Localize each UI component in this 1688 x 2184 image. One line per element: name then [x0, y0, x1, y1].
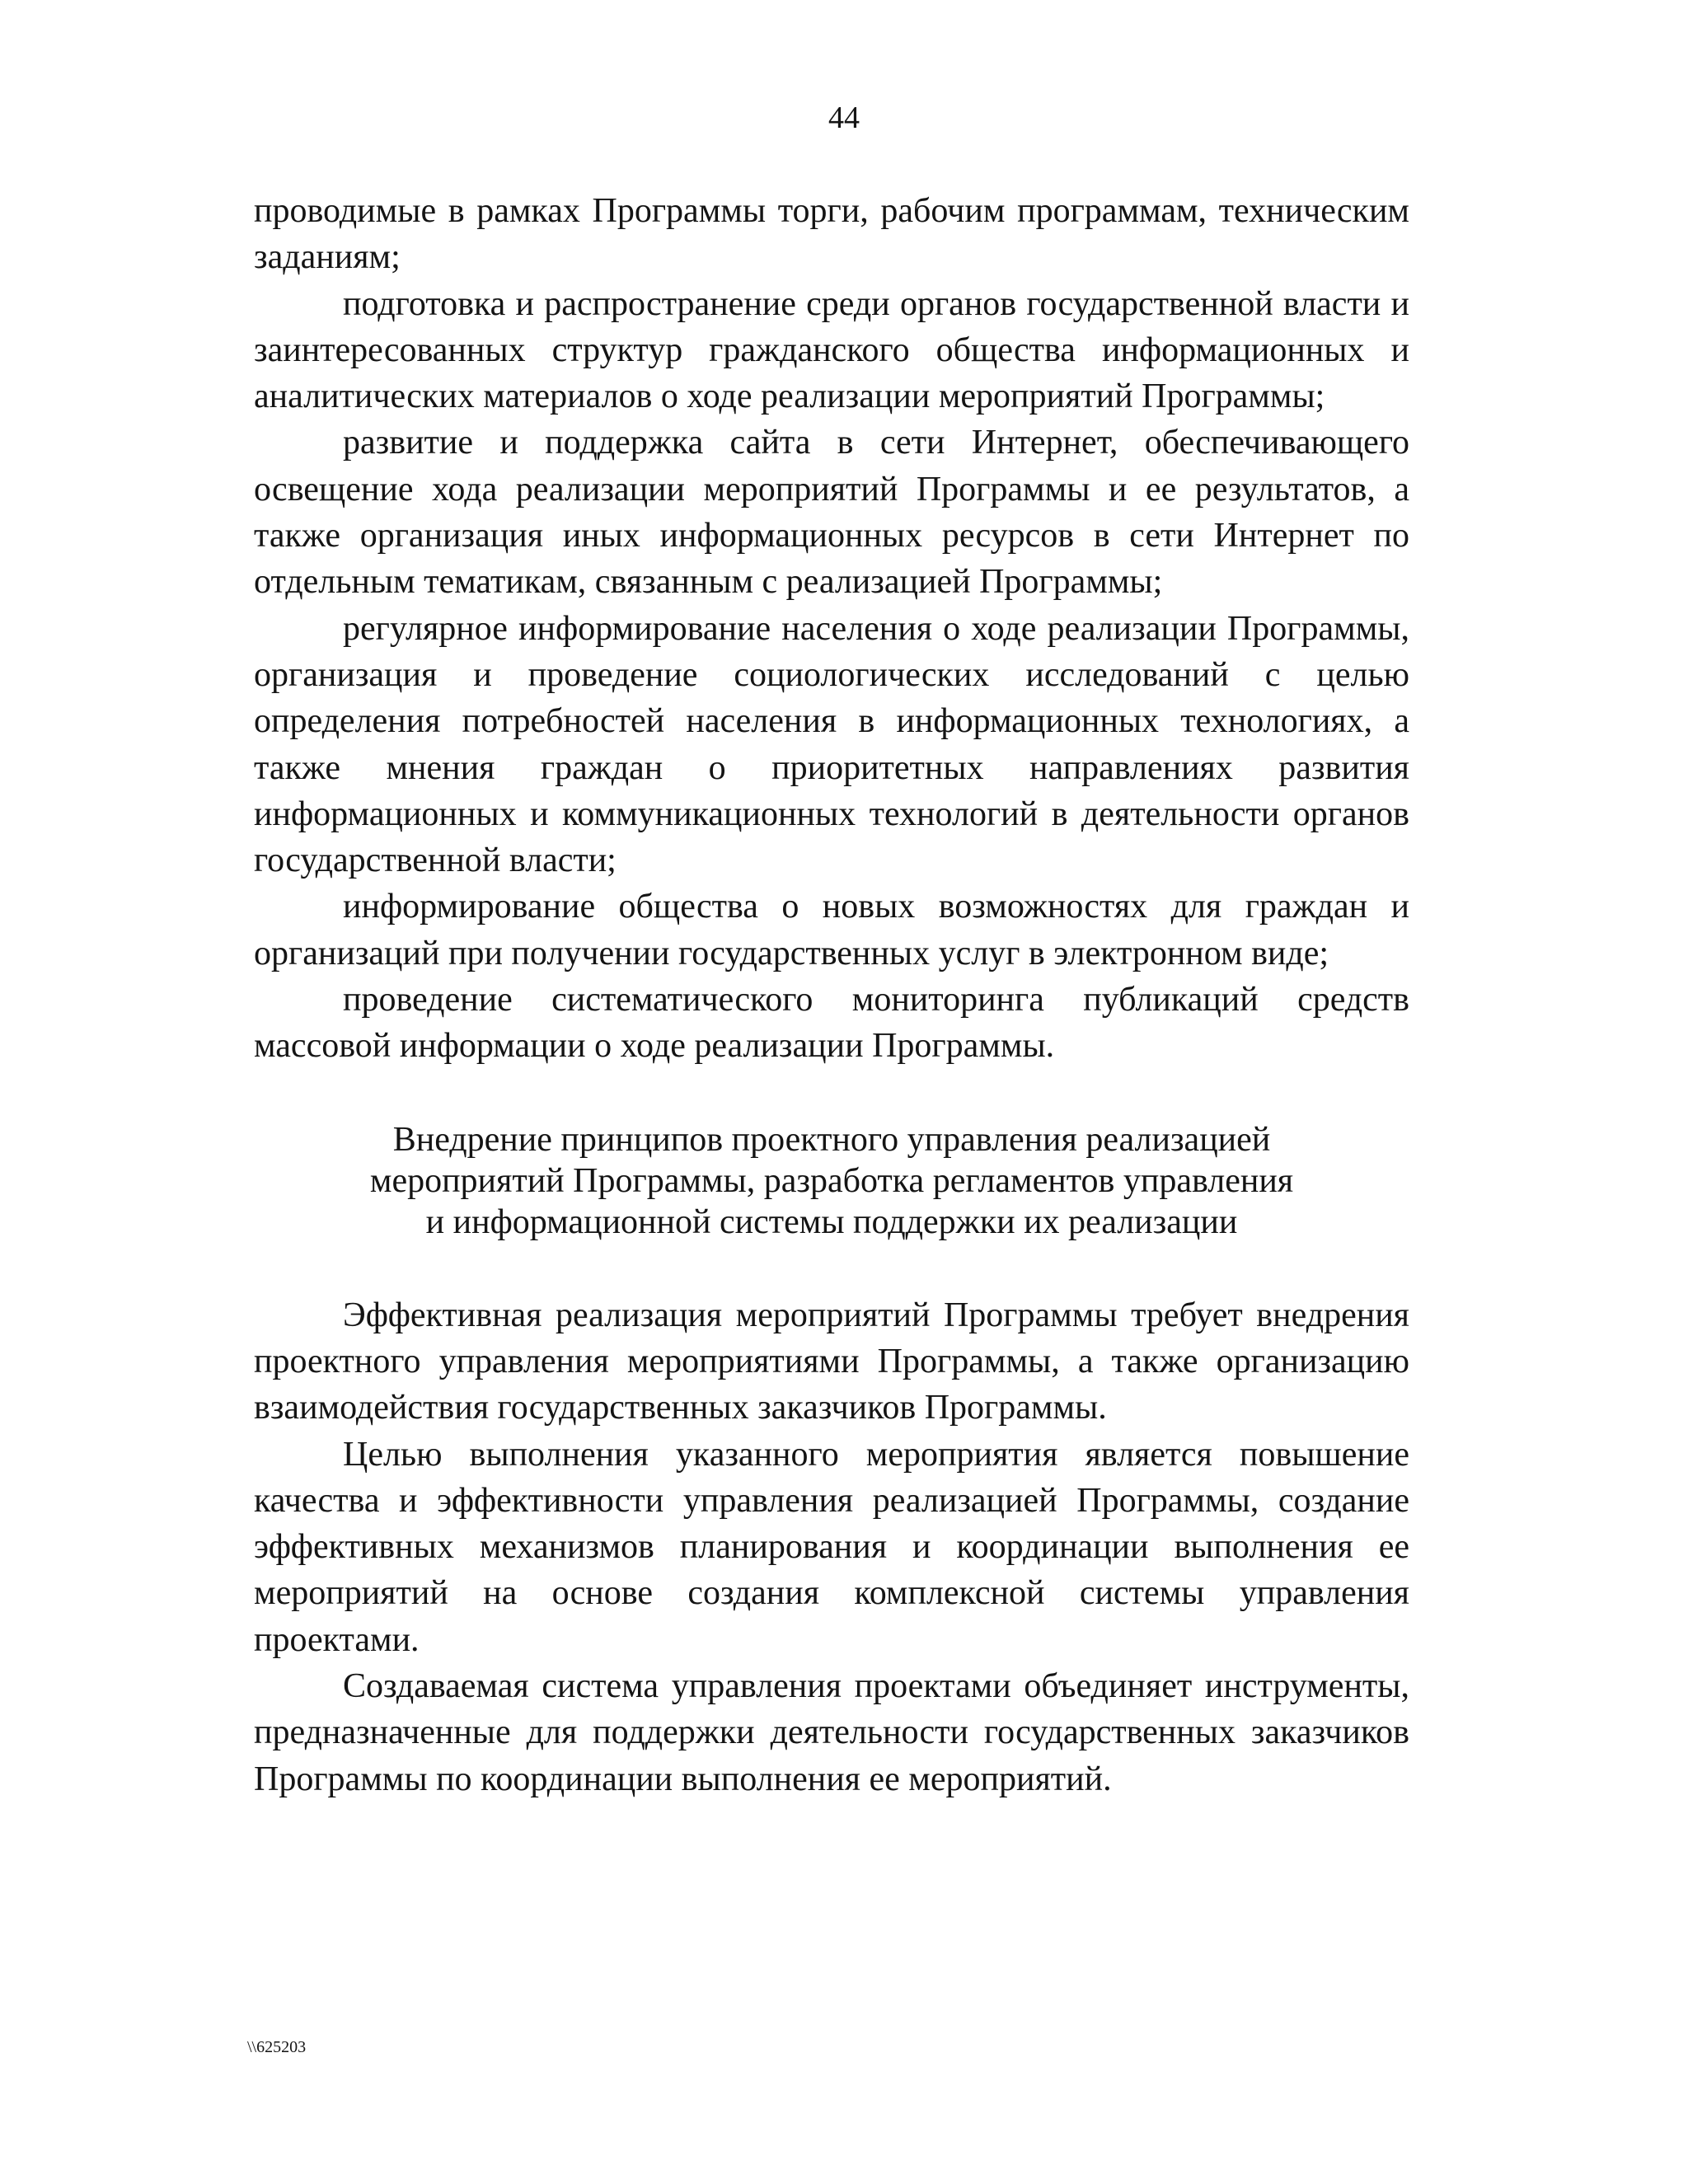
section-heading: [254, 1119, 1409, 1243]
page-number: 44: [828, 101, 860, 135]
document-body: [254, 188, 1409, 1802]
paragraph: информирование общества о новых возможностях для граждан и организаций при получении государственных услуг в электронном виде;: [254, 888, 1409, 972]
paragraph: развитие и поддержка сайта в сети Интернет, обеспечивающего освещение хода реализации мероприятий Программы и ее результатов, а также организация иных информационных ресурсов в сети Интернет по отдельным тематикам, связанным с реализацией Программы;: [254, 424, 1409, 602]
paragraph: Эффективная реализация мероприятий Программы требует внедрения проектного управления мероприятиями Программы, а также организацию взаимодействия государственных заказчиков Программы.: [254, 1296, 1409, 1427]
section-heading-line: Внедрение принципов проектного управления реализацией: [392, 1120, 1271, 1159]
section-heading-line: и информационной системы поддержки их реализации: [425, 1202, 1238, 1241]
paragraph: регулярное информирование населения о ходе реализации Программы, организация и проведение социологических исследований с целью определения потребностей населения в информационных технологиях, а также мнения граждан о приоритетных направлениях развития информационных и коммуникационных технологий в деятельности органов государственной власти;: [254, 609, 1409, 880]
section-body: [254, 1292, 1409, 1802]
paragraph: Создаваемая система управления проектами объединяет инструменты, предназначенные для поддержки деятельности государственных заказчиков Программы по координации выполнения ее мероприятий.: [254, 1667, 1409, 1798]
paragraph: проведение систематического мониторинга публикаций средств массовой информации о ходе реализации Программы.: [254, 981, 1409, 1066]
section-heading-line: мероприятий Программы, разработка регламентов управления: [369, 1161, 1294, 1200]
paragraph: проводимые в рамках Программы торги, рабочим программам, техническим заданиям;: [254, 192, 1409, 277]
paragraph: Целью выполнения указанного мероприятия является повышение качества и эффективности управления реализацией Программы, создание эффективных механизмов планирования и координации выполнения ее мероприятий на основе создания комплексной системы управления проектами.: [254, 1435, 1409, 1659]
paragraph: подготовка и распространение среди органов государственной власти и заинтересованных структур гражданского общества информационных и аналитических материалов о ходе реализации мероприятий Программы;: [254, 284, 1409, 416]
document-code: \\625203: [247, 2038, 307, 2056]
